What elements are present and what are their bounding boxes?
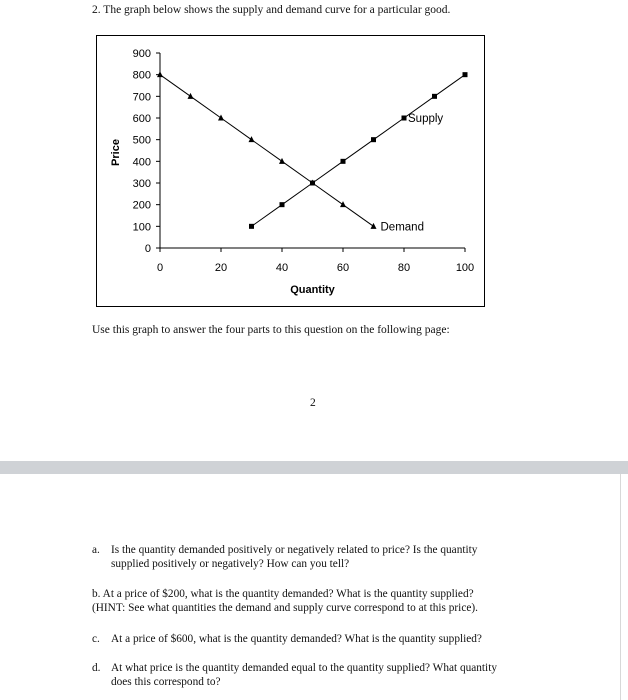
x-tick-label: 40 <box>275 262 289 274</box>
y-tick-label: 600 <box>132 113 151 125</box>
y-tick-label: 300 <box>132 178 151 190</box>
y-tick-label: 200 <box>132 199 151 212</box>
demand-point <box>340 201 346 207</box>
part-b-text <box>92 587 512 615</box>
part-c-text: At a price of $600, what is the quantity demanded? What is the quantity supplied? <box>111 633 482 645</box>
instruction-text: Use this graph to answer the four parts to this question on the following page: <box>92 324 450 336</box>
y-tick-label: 500 <box>132 134 151 147</box>
page-edge <box>620 474 621 700</box>
y-axis-title: Price <box>110 139 122 166</box>
y-tick-label: 800 <box>132 69 151 82</box>
demand-point <box>371 223 377 229</box>
part-a-text <box>111 543 531 571</box>
supply-point <box>341 159 346 164</box>
y-tick-label: 100 <box>132 221 151 234</box>
supply-point <box>432 94 437 99</box>
x-tick-label: 100 <box>455 262 475 274</box>
y-tick-label: 0 <box>144 243 151 255</box>
y-tick-label: 900 <box>132 48 151 60</box>
supply-demand-chart <box>97 36 486 308</box>
page-number: 2 <box>310 397 316 409</box>
part-a-line-2: supplied positively or negatively? How can you tell? <box>111 558 350 570</box>
x-tick-label: 20 <box>214 262 228 274</box>
demand-label: Demand <box>380 221 424 234</box>
x-tick-label: 60 <box>336 262 350 274</box>
supply-point <box>402 116 407 121</box>
part-d-line-2: does this correspond to? <box>111 676 221 688</box>
page-separator <box>0 461 628 474</box>
x-tick-label: 80 <box>397 262 411 274</box>
demand-point <box>249 136 255 142</box>
part-a-line-1: Is the quantity demanded positively or negatively related to price? Is the quantity <box>111 544 478 556</box>
part-b-line-2: (HINT: See what quantities the demand and supply curve correspond to at this price). <box>92 602 478 614</box>
part-d-text <box>111 661 531 689</box>
supply-point <box>280 202 285 207</box>
demand-point <box>279 158 285 164</box>
part-b-line-1: b. At a price of $200, what is the quantity demanded? What is the quantity supplied? <box>92 588 474 600</box>
supply-label: Supply <box>408 113 444 125</box>
part-d-line-1: At what price is the quantity demanded equal to the quantity supplied? What quantity <box>111 662 497 674</box>
y-tick-label: 400 <box>132 156 151 169</box>
part-d-label: d. <box>92 662 101 674</box>
part-a-label: a. <box>92 544 100 556</box>
part-c-label: c. <box>92 633 100 645</box>
demand-point <box>188 93 194 99</box>
chart-frame <box>96 35 485 307</box>
supply-point <box>463 72 468 77</box>
supply-point <box>249 224 254 229</box>
y-tick-label: 700 <box>132 91 151 104</box>
demand-point <box>218 115 224 121</box>
x-axis-title: Quantity <box>290 284 335 296</box>
question-title: 2. The graph below shows the supply and demand curve for a particular good. <box>92 4 451 16</box>
x-tick-label: 0 <box>156 262 164 274</box>
supply-point <box>371 137 376 142</box>
